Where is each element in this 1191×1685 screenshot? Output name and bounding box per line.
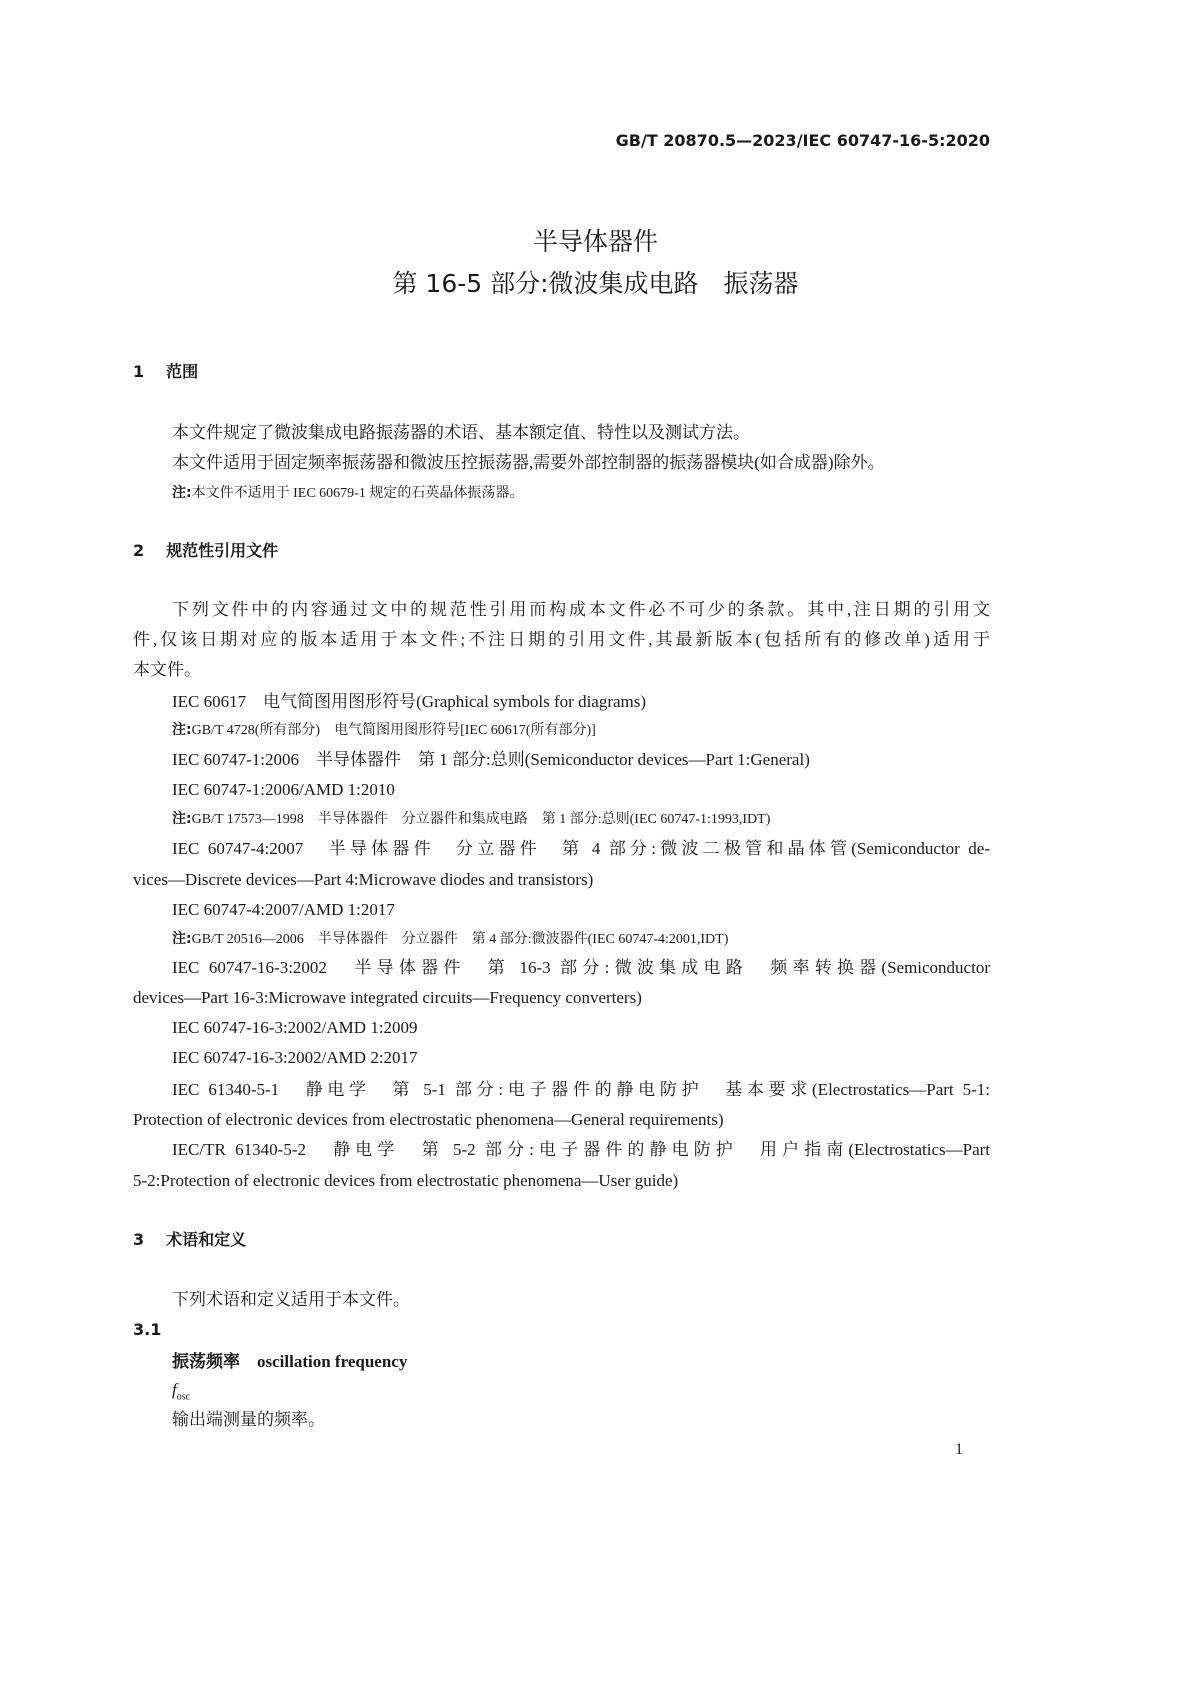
section-number: 3 [133,1230,145,1249]
section-1-heading [133,361,990,383]
reference: IEC 60747-1:2006 半导体器件 第 1 部分:总则(Semiconductor devices—Part 1:General) [172,750,810,769]
reference: IEC 60747-1:2006/AMD 1:2010 [172,780,395,799]
paragraph: 本文件适用于固定频率振荡器和微波压控振荡器,需要外部控制器的振荡器模块(如合成器)除外。 [172,453,885,472]
section-title: 术语和定义 [166,1230,247,1249]
paragraph: 本文件。 [133,660,201,679]
symbol-subscript: osc [176,1391,191,1403]
section-2-heading [133,540,990,562]
section-number: 2 [133,541,145,560]
document-code: GB/T 20870.5—2023/IEC 60747-16-5:2020 [615,131,990,150]
note-label: 注: [172,485,192,501]
note [172,808,1029,831]
note-label: 注: [172,722,192,738]
reference: IEC 60747-4:2007/AMD 1:2017 [172,900,395,919]
reference: IEC 61340-5-1 静电学 第 5-1 部分:电子器件的静电防护 基本要求(Electrostatics—Part 5-1: [172,1080,990,1099]
term-name: 振荡频率 oscillation frequency [172,1352,408,1371]
note-text: GB/T 20516—2006 半导体器件 分立器件 第 4 部分:微波器件(IEC 60747-4:2001,IDT) [191,932,729,947]
reference: IEC/TR 61340-5-2 静电学 第 5-2 部分:电子器件的静电防护 用户指南(Electrostatics—Part [172,1140,990,1159]
reference: IEC 60747-16-3:2002/AMD 1:2009 [172,1018,418,1037]
section-3-heading [133,1229,990,1251]
note [172,719,1029,742]
reference: IEC 60617 电气简图用图形符号(Graphical symbols for diagrams) [172,692,647,711]
term-symbol [172,1379,990,1408]
reference: 5-2:Protection of electronic devices from electrostatic phenomena—User guide) [133,1171,679,1190]
paragraph: 下列文件中的内容通过文中的规范性引用而构成本文件必不可少的条款。其中,注日期的引用文 [172,600,990,619]
note [172,482,1029,505]
note-text: GB/T 4728(所有部分) 电气简图用图形符号[IEC 60617(所有部分)] [191,723,596,738]
term-number: 3.1 [133,1320,162,1339]
symbol: f [172,1380,177,1399]
note-label: 注: [172,811,192,827]
section-number: 1 [133,362,145,381]
title-line-2: 第 16-5 部分:微波集成电路 振荡器 [392,269,799,298]
paragraph: 件,仅该日期对应的版本适用于本文件;不注日期的引用文件,其最新版本(包括所有的修改单)适用于 [133,630,990,649]
reference: vices—Discrete devices—Part 4:Microwave diodes and transistors) [133,870,594,889]
reference: IEC 60747-16-3:2002/AMD 2:2017 [172,1048,418,1067]
term-definition: 输出端测量的频率。 [172,1410,325,1429]
page-number: 1 [955,1441,963,1458]
note-text: GB/T 17573—1998 半导体器件 分立器件和集成电路 第 1 部分:总则(IEC 60747-1:1993,IDT) [191,812,771,827]
section-title: 规范性引用文件 [166,541,279,560]
paragraph: 下列术语和定义适用于本文件。 [172,1290,410,1309]
title-line-1: 半导体器件 [532,227,658,256]
section-title: 范围 [166,362,199,381]
reference: Protection of electronic devices from electrostatic phenomena—General requirements) [133,1110,724,1129]
reference: IEC 60747-16-3:2002 半导体器件 第 16-3 部分:微波集成电路 频率转换器(Semiconductor [172,958,990,977]
reference: devices—Part 16-3:Microwave integrated circuits—Frequency converters) [133,988,642,1007]
note-label: 注: [172,931,192,947]
note-text: 本文件不适用于 IEC 60679-1 规定的石英晶体振荡器。 [191,486,524,501]
reference: IEC 60747-4:2007 半导体器件 分立器件 第 4 部分:微波二极管和晶体管(Semiconductor de- [172,839,990,858]
paragraph: 本文件规定了微波集成电路振荡器的术语、基本额定值、特性以及测试方法。 [172,423,750,442]
note [172,928,1029,951]
